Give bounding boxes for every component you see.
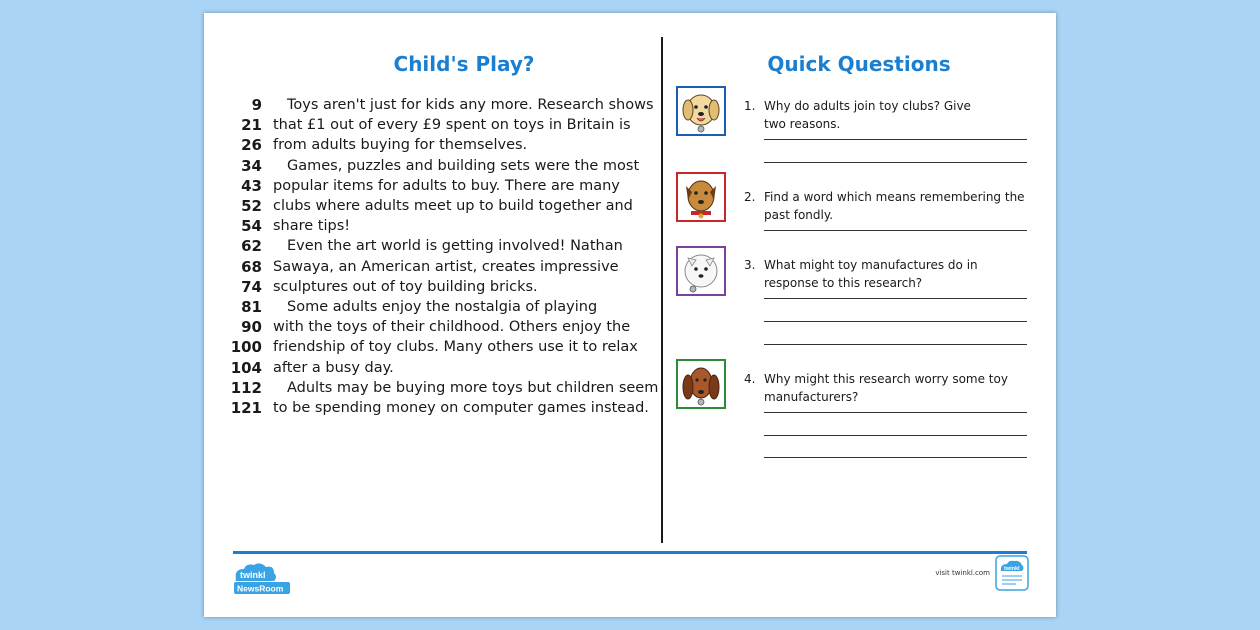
word-count: 121 xyxy=(230,399,262,417)
worksheet-page xyxy=(204,13,1056,617)
word-count: 68 xyxy=(241,257,262,276)
badge-text: twinkl xyxy=(1004,566,1020,572)
question-text: What might toy manufactures do in response to this research? xyxy=(764,258,978,290)
word-count: 62 xyxy=(241,237,262,256)
word-count: 112 xyxy=(230,378,262,397)
line-text: popular items for adults to buy. There are many xyxy=(273,177,620,194)
footer-rule xyxy=(233,551,1027,554)
line-text: Adults may be buying more toys but children seem xyxy=(287,379,659,396)
line-text: Sawaya, an American artist, creates impressive xyxy=(273,258,619,275)
word-count: 9 xyxy=(251,96,262,114)
questions-title: Quick Questions xyxy=(767,52,951,76)
word-count: 74 xyxy=(241,277,262,296)
line-text: Games, puzzles and building sets were the most xyxy=(287,157,640,174)
answer-line[interactable] xyxy=(764,162,1027,163)
word-count: 90 xyxy=(241,318,262,337)
answer-line[interactable] xyxy=(764,298,1027,299)
visit-link[interactable]: visit twinkl.com xyxy=(935,569,990,577)
line-text: Some adults enjoy the nostalgia of playing xyxy=(287,299,598,315)
answer-line[interactable] xyxy=(764,230,1027,231)
golden-retriever-icon xyxy=(676,86,726,136)
question-number: 2. xyxy=(744,190,756,204)
line-text: that £1 out of every £9 spent on toys in Britain is xyxy=(273,117,631,134)
twinkl-newsroom-logo[interactable] xyxy=(232,561,292,597)
answer-line[interactable] xyxy=(764,412,1027,413)
question-number: 1. xyxy=(744,99,756,113)
brand-sub-text: NewsRoom xyxy=(237,583,284,594)
line-text: after a busy day. xyxy=(273,359,394,376)
passage-title: Child's Play? xyxy=(393,52,535,76)
question-text: Why do adults join toy clubs? Give two reasons. xyxy=(764,99,971,131)
word-count: 81 xyxy=(241,298,262,316)
white-spitz-icon xyxy=(676,246,726,296)
word-count: 104 xyxy=(230,358,262,377)
line-text: share tips! xyxy=(273,218,351,235)
question-text: Why might this research worry some toy manufacturers? xyxy=(764,372,1008,404)
column-divider xyxy=(661,37,663,543)
brand-text: twinkl xyxy=(240,570,266,580)
word-count: 21 xyxy=(241,116,262,135)
bloodhound-icon xyxy=(676,359,726,409)
word-count: 26 xyxy=(241,136,262,155)
question-number: 4. xyxy=(744,372,756,386)
answer-line[interactable] xyxy=(764,344,1027,345)
line-text: Even the art world is getting involved! Nathan xyxy=(287,238,623,255)
question-number: 3. xyxy=(744,258,756,272)
word-count: 34 xyxy=(241,156,262,175)
line-text: clubs where adults meet up to build together and xyxy=(273,198,633,214)
line-text: to be spending money on computer games instead. xyxy=(273,400,649,416)
word-count: 43 xyxy=(241,176,262,195)
question-text: Find a word which means remembering the past fondly. xyxy=(764,190,1025,222)
answer-line[interactable] xyxy=(764,139,1027,140)
word-count: 52 xyxy=(241,197,262,215)
answer-line[interactable] xyxy=(764,457,1027,458)
line-text: sculptures out of toy building bricks. xyxy=(273,278,538,295)
twinkl-badge-logo xyxy=(995,555,1029,591)
airedale-terrier-icon xyxy=(676,172,726,222)
answer-line[interactable] xyxy=(764,321,1027,322)
line-text: from adults buying for themselves. xyxy=(273,137,528,154)
line-text: with the toys of their childhood. Others enjoy the xyxy=(273,319,631,336)
line-text: friendship of toy clubs. Many others use it to relax xyxy=(273,339,638,356)
word-count: 54 xyxy=(241,217,262,236)
line-text: Toys aren't just for kids any more. Research shows xyxy=(287,97,654,113)
word-count: 100 xyxy=(230,338,262,357)
answer-line[interactable] xyxy=(764,435,1027,436)
